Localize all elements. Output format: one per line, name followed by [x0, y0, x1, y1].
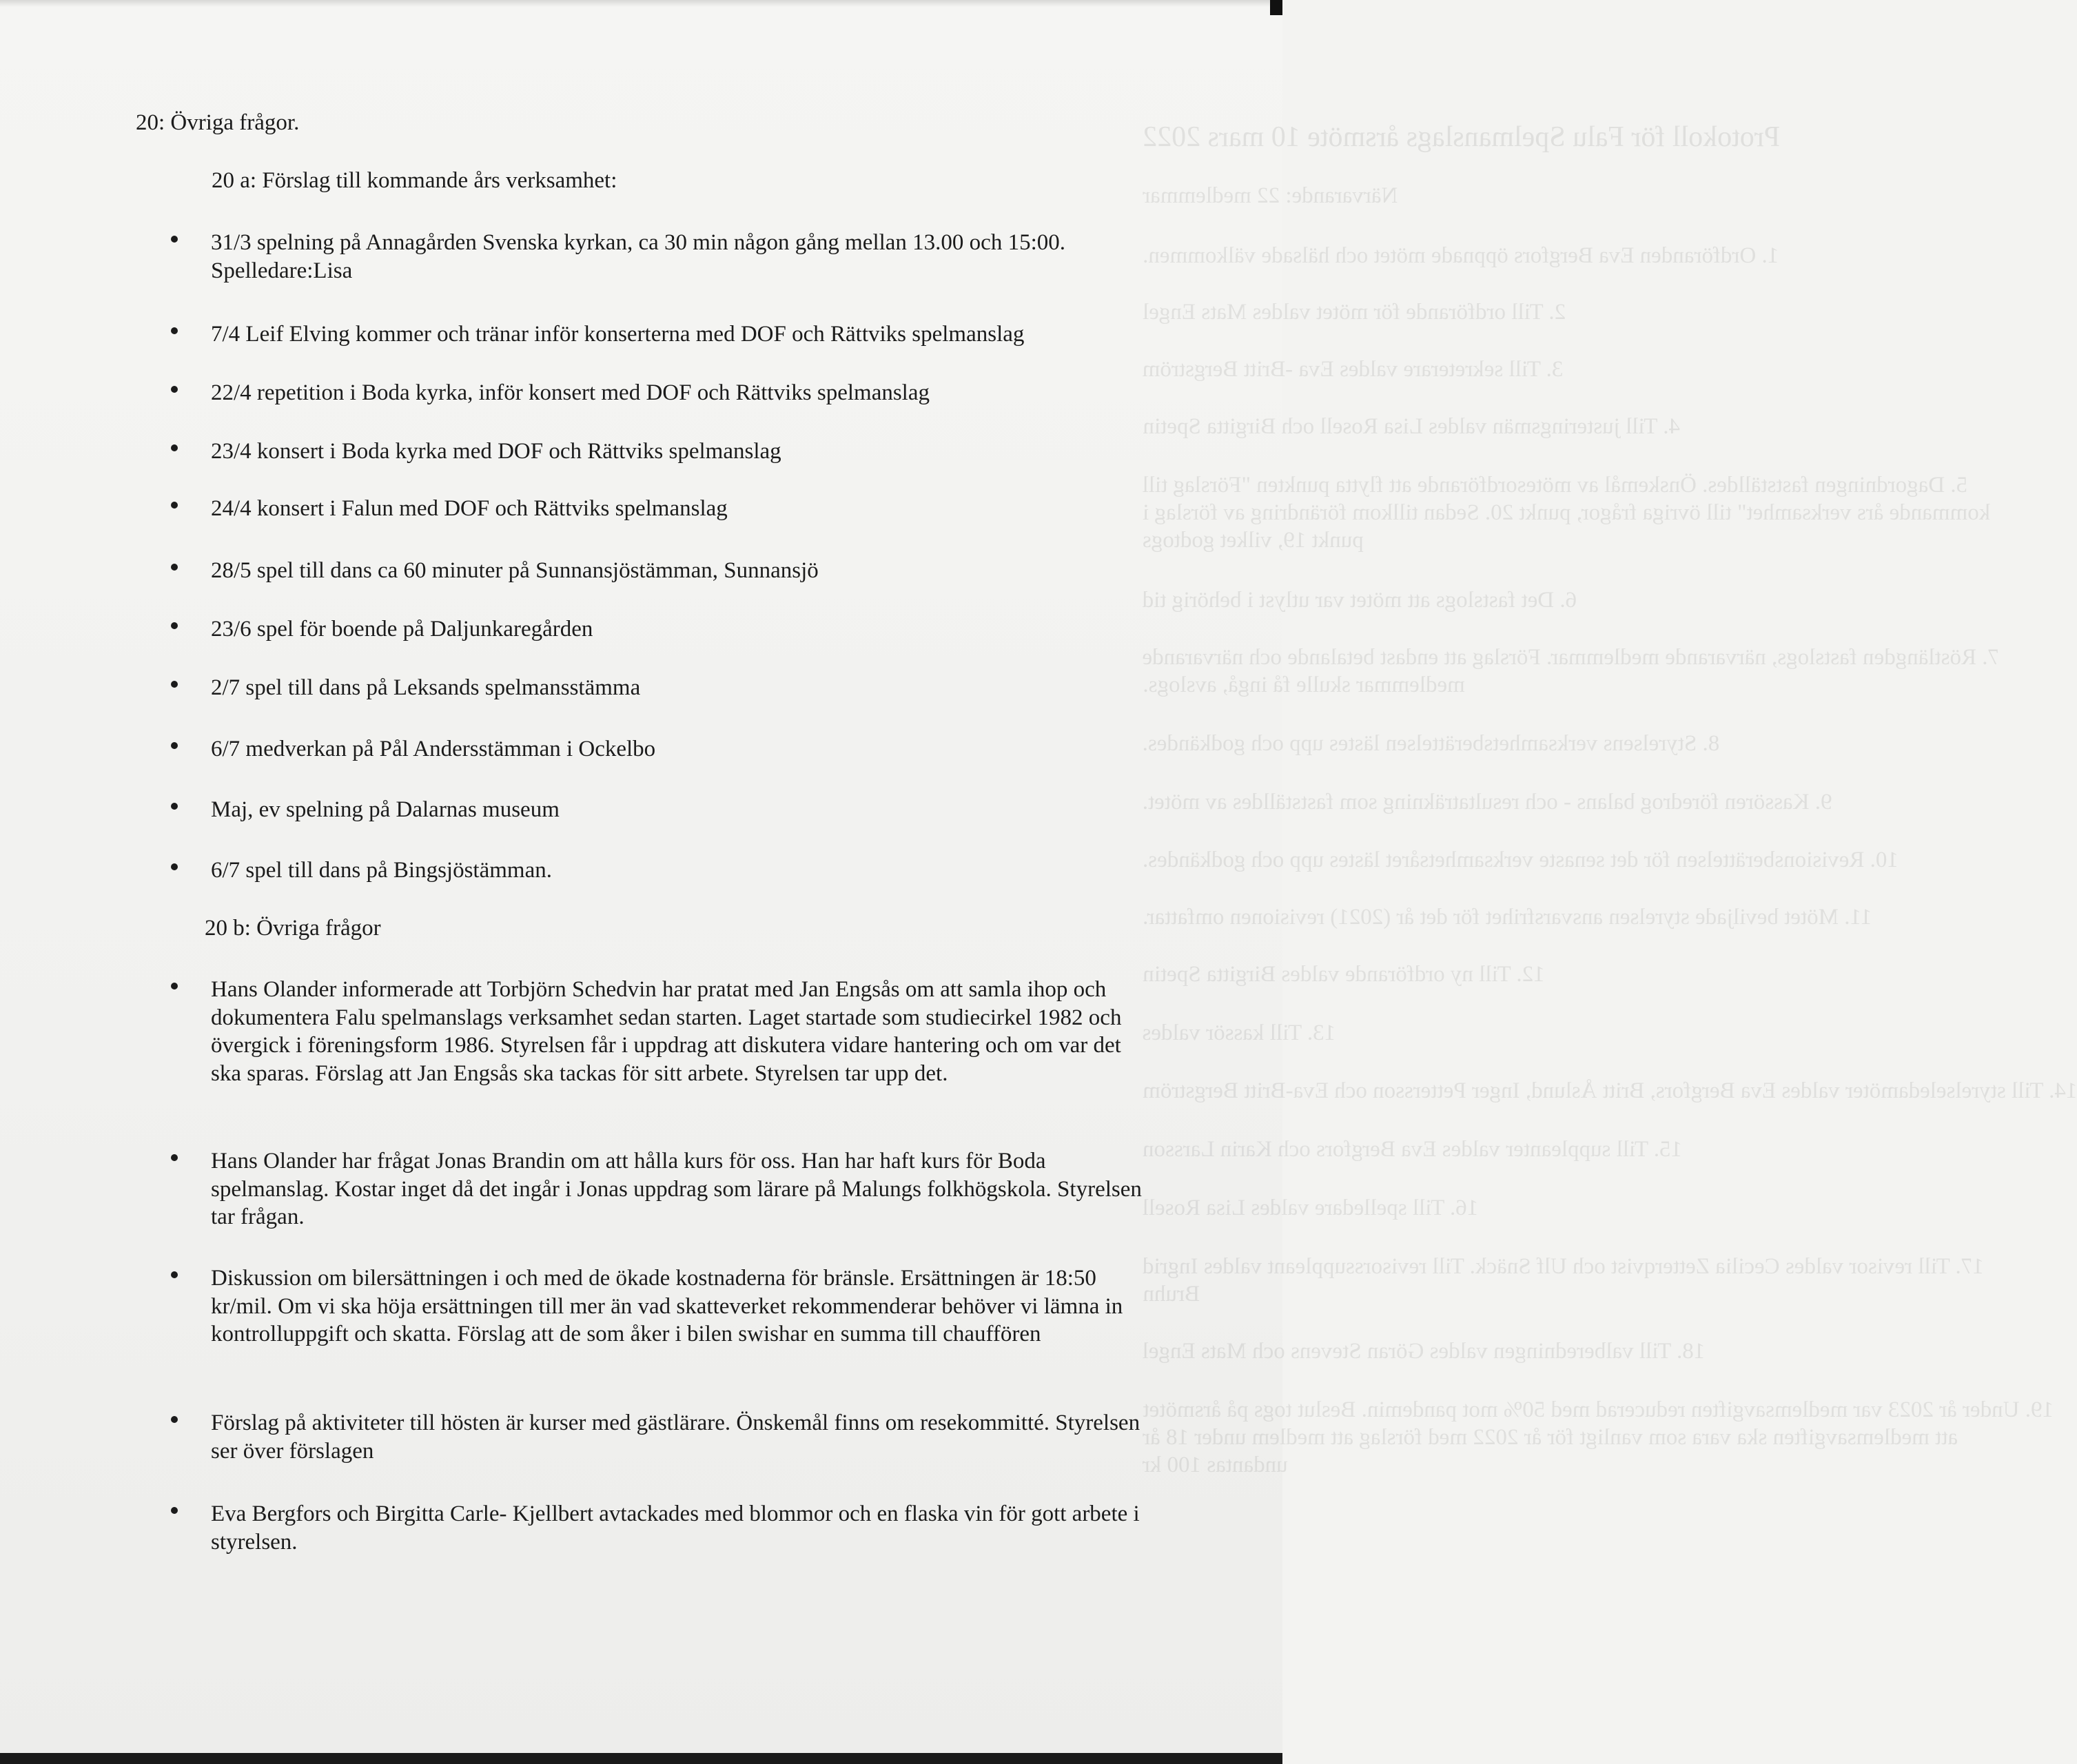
subsection-a-title: 20 a: Förslag till kommande års verksamhet:: [212, 168, 617, 193]
bleed-line: 19. Under år 2023 var medlemsavgiften reducerad med 50% mot pandemin. Beslut togs på årsmötet: [1143, 1397, 2054, 1422]
scan-corner-mark: [1270, 0, 1282, 15]
bleed-line: 1. Ordföranden Eva Bergfors öppnade mötet och hälsade välkommen.: [1143, 243, 1779, 268]
bleed-line: 13. Till kassör valdes: [1143, 1021, 1336, 1045]
bullet-icon: [171, 681, 178, 688]
bleed-line: 12. Till ny ordförande valdes Birgitta Spetin: [1143, 962, 1545, 987]
list-item-text: Förslag på aktiviteter till hösten är kurser med gästlärare. Önskemål finns om resekommitté. Styrelsen ser över förslagen: [211, 1411, 1140, 1464]
list-item-text: 6/7 spel till dans på Bingsjöstämman.: [211, 858, 552, 883]
list-item-text: 24/4 konsert i Falun med DOF och Rättviks spelmanslag: [211, 496, 728, 521]
bullet-icon: [171, 386, 178, 393]
bullet-icon: [171, 502, 178, 509]
section-heading: 20: Övriga frågor.: [136, 110, 300, 135]
list-item-text: 28/5 spel till dans ca 60 minuter på Sunnansjöstämman, Sunnansjö: [211, 558, 819, 583]
bleed-line: 4. Till justeringsmän valdes Lisa Rosell och Birgitta Spetin: [1143, 414, 1680, 439]
bleed-line: 14. Till styrelseledamöter valdes Eva Bergfors, Britt Åslund, Inger Pettersson och Eva-Britt Bergström: [1143, 1078, 2077, 1103]
bullet-icon: [171, 1154, 178, 1161]
bullet-icon: [171, 1416, 178, 1423]
bullet-icon: [171, 327, 178, 334]
bullet-icon: [171, 1507, 178, 1514]
bullet-icon: [171, 983, 178, 989]
list-item-text: 2/7 spel till dans på Leksands spelmansstämma: [211, 675, 641, 700]
bleed-line: 10. Revisionsberättelsen för det senaste verksamhetsåret lästes upp och godkändes.: [1143, 848, 1899, 872]
bleed-line: 3. Till sekreterare valdes Eva -Britt Bergström: [1143, 357, 1564, 382]
list-item-text: 31/3 spelning på Annagården Svenska kyrkan, ca 30 min någon gång mellan 13.00 och 15:00. Spelledare:Lisa: [211, 230, 1065, 283]
bleed-line: 6. Det fastslogs att mötet var utlyst i behörig tid: [1143, 588, 1577, 613]
bullet-icon: [171, 622, 178, 629]
scan-shadow-top: [0, 0, 1282, 7]
bullet-icon: [171, 444, 178, 451]
bleed-line: punkt 19, vilket godtogs: [1143, 528, 1364, 553]
bullet-icon: [171, 863, 178, 870]
bullet-icon: [171, 742, 178, 749]
list-item-text: 7/4 Leif Elving kommer och tränar inför konserterna med DOF och Rättviks spelmanslag: [211, 322, 1025, 347]
bleed-line: Närvarande: 22 medlemmar: [1143, 183, 1398, 208]
list-item-text: Eva Bergfors och Birgitta Carle- Kjellbert avtackades med blommor och en flaska vin för gott arbete i styrelsen.: [211, 1501, 1140, 1555]
bleed-line: 15. Till suppleanter valdes Eva Bergfors och Karin Larsson: [1143, 1137, 1683, 1162]
list-item-text: 23/4 konsert i Boda kyrka med DOF och Rättviks spelmanslag: [211, 439, 781, 464]
bleed-line: 11. Mötet beviljade styrelsen ansvarsfrihet för det år (2021) revisionen omfattar.: [1143, 905, 1872, 930]
bleed-line: att medlemsavgiften ska vara som vanligt för år 2022 med förslag att medlem under 18 år: [1143, 1425, 1958, 1450]
list-item-text: 23/6 spel för boende på Daljunkaregården: [211, 617, 593, 642]
bleed-line: undantas 100 kr: [1143, 1453, 1288, 1477]
bleed-line: 5. Dagordningen fastställdes. Önskemål av mötesordförande att flytta punkten "Förslag till: [1143, 473, 1968, 498]
bleed-line: kommande års verksamhet" till övriga frågor, punkt 20. Sedan tillkom förändring av förslag i: [1143, 500, 1991, 525]
list-item-text: 6/7 medverkan på Pål Andersstämman i Ockelbo: [211, 737, 656, 761]
bleed-line: 8. Styrelsens verksamhetsberättelsen lästes upp och godkändes.: [1143, 731, 1720, 756]
list-item-text: 22/4 repetition i Boda kyrka, inför konsert med DOF och Rättviks spelmanslag: [211, 380, 930, 405]
bleed-line: Protokoll för Falu Spelmanslags årsmöte 10 mars 2022: [1143, 121, 1781, 153]
bleed-line: 9. Kassören föredrog balans - och resultaträkning som fastställdes av mötet.: [1143, 790, 1832, 814]
scan-shadow-bottom: [0, 1753, 1282, 1764]
bullet-icon: [171, 236, 178, 243]
bleed-line: 17. Till revisor valdes Cecilia Zetterqvist och Ulf Snäck. Till revisorssuppleant valdes Ingrid: [1143, 1254, 1984, 1279]
bleed-line: 16. Till spelledare valdes Lisa Rosell: [1143, 1196, 1479, 1220]
bullet-icon: [171, 1271, 178, 1278]
bleed-line: 2. Till ordförande för mötet valdes Mats Engel: [1143, 300, 1566, 325]
subsection-b-title: 20 b: Övriga frågor: [205, 916, 381, 941]
bleed-line: Bruhn: [1143, 1282, 1200, 1306]
bleed-line: 7. Röstlängden fastslogs, närvarande medlemmar. Förslag att endast betalande och närvarande: [1143, 645, 2000, 670]
list-item-text: Hans Olander informerade att Torbjörn Schedvin har pratat med Jan Engsås om att samla ihop och dokumentera Falu spelmanslags verksamhet sedan starten. Laget startade som studiecirkel 1982 och övergick i föreningsform 1986. Styrelsen får i uppdrag att diskutera vidare hantering och om var det ska sparas. Förslag att Jan Engsås ska tackas för sitt arbete. Styrelsen tar upp det.: [211, 977, 1122, 1086]
bullet-icon: [171, 803, 178, 810]
list-item-text: Diskussion om bilersättningen i och med de ökade kostnaderna för bränsle. Ersättningen är 18:50 kr/mil. Om vi ska höja ersättningen till mer än vad skatteverket rekommenderar behöver vi lämna in kontrolluppgift och skatta. Förslag att de som åker i bilen swishar en summa till chauffören: [211, 1266, 1123, 1346]
bullet-icon: [171, 564, 178, 571]
bleed-line: 18. Till valberedningen valdes Göran Stevens och Mats Engel: [1143, 1339, 1706, 1364]
list-item-text: Maj, ev spelning på Dalarnas museum: [211, 797, 560, 822]
bleed-line: medlemmar skulle få ingå, avslogs.: [1143, 673, 1465, 697]
list-item-text: Hans Olander har frågat Jonas Brandin om att hålla kurs för oss. Han har haft kurs för Boda spelmanslag. Kostar inget då det ingår i Jonas uppdrag som lärare på Malungs folkhögskola. Styrelsen tar frågan.: [211, 1149, 1142, 1229]
